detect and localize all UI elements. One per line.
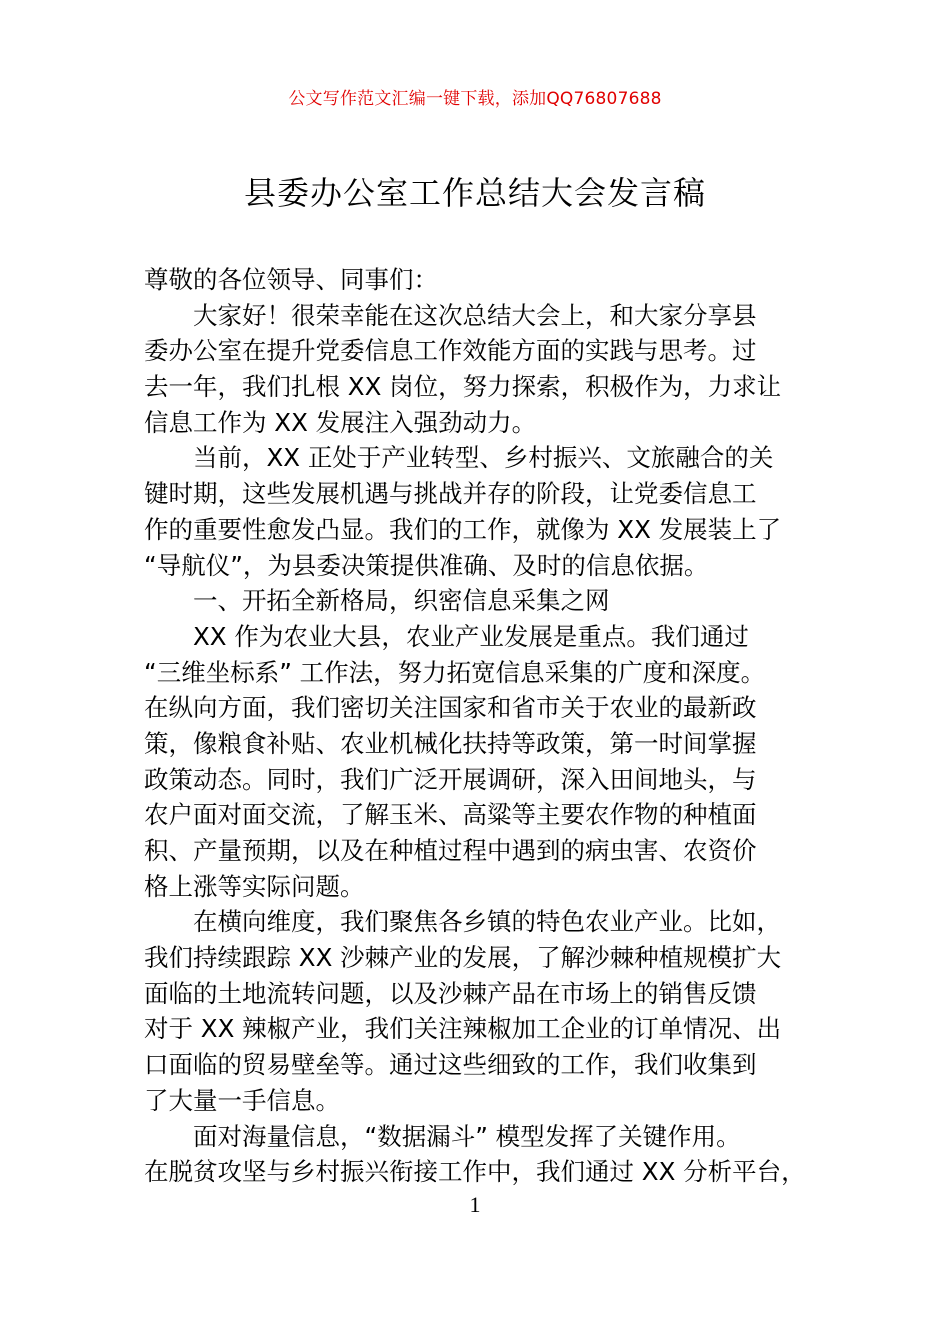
text-line: 尊敬的各位领导、同事们：	[144, 265, 438, 294]
text-line: 面临的土地流转问题，以及沙棘产品在市场上的销售反馈	[144, 978, 757, 1008]
text-line: 委办公室在提升党委信息工作效能方面的实践与思考。过	[144, 336, 757, 366]
promo-banner: 公文写作范文汇编一键下载，添加QQ76807688	[288, 89, 662, 109]
text-line: 当前，XX 正处于产业转型、乡村振兴、文旅融合的关	[193, 443, 774, 473]
text-line: 口面临的贸易壁垒等。通过这些细致的工作，我们收集到	[144, 1050, 757, 1080]
text-line: 农户面对面交流，了解玉米、高粱等主要农作物的种植面	[144, 800, 757, 830]
text-line: 作的重要性愈发凸显。我们的工作，就像为 XX 发展装上了	[144, 514, 782, 544]
text-line: 积、产量预期，以及在种植过程中遇到的病虫害、农资价	[144, 836, 757, 865]
text-line: “三维坐标系” 工作法，努力拓宽信息采集的广度和深度。	[144, 657, 766, 687]
text-line: 在横向维度，我们聚焦各乡镇的特色农业产业。比如，	[193, 907, 781, 937]
text-line: 策，像粮食补贴、农业机械化扶持等政策，第一时间掌握	[144, 728, 757, 758]
page-number: 1	[469, 1192, 481, 1217]
text-line: 在纵向方面，我们密切关注国家和省市关于农业的最新政	[144, 693, 757, 723]
document-title: 县委办公室工作总结大会发言稿	[243, 174, 706, 212]
document-body	[144, 262, 809, 1190]
text-line: 一、开拓全新格局，织密信息采集之网	[193, 586, 610, 616]
text-line: 政策动态。同时，我们广泛开展调研，深入田间地头，与	[144, 764, 757, 794]
text-line: 大家好！很荣幸能在这次总结大会上，和大家分享县	[193, 300, 757, 330]
text-line: 键时期，这些发展机遇与挑战并存的阶段，让党委信息工	[144, 479, 757, 509]
text-line: “导航仪”，为县委决策提供准确、及时的信息依据。	[144, 550, 709, 580]
text-line: 面对海量信息，“数据漏斗” 模型发挥了关键作用。	[193, 1121, 741, 1151]
text-line: 我们持续跟踪 XX 沙棘产业的发展，了解沙棘种植规模扩大	[144, 943, 782, 973]
text-line: 对于 XX 辣椒产业，我们关注辣椒加工企业的订单情况、出	[144, 1014, 782, 1044]
text-line: 去一年，我们扎根 XX 岗位，努力探索，积极作为，力求让	[144, 372, 782, 402]
text-line: 信息工作为 XX 发展注入强劲动力。	[144, 407, 537, 437]
text-line: 了大量一手信息。	[144, 1085, 340, 1115]
text-line: 在脱贫攻坚与乡村振兴衔接工作中，我们通过 XX 分析平台，	[144, 1157, 806, 1187]
text-line: 格上涨等实际问题。	[144, 871, 365, 901]
text-line: XX 作为农业大县，农业产业发展是重点。我们通过	[193, 621, 749, 651]
